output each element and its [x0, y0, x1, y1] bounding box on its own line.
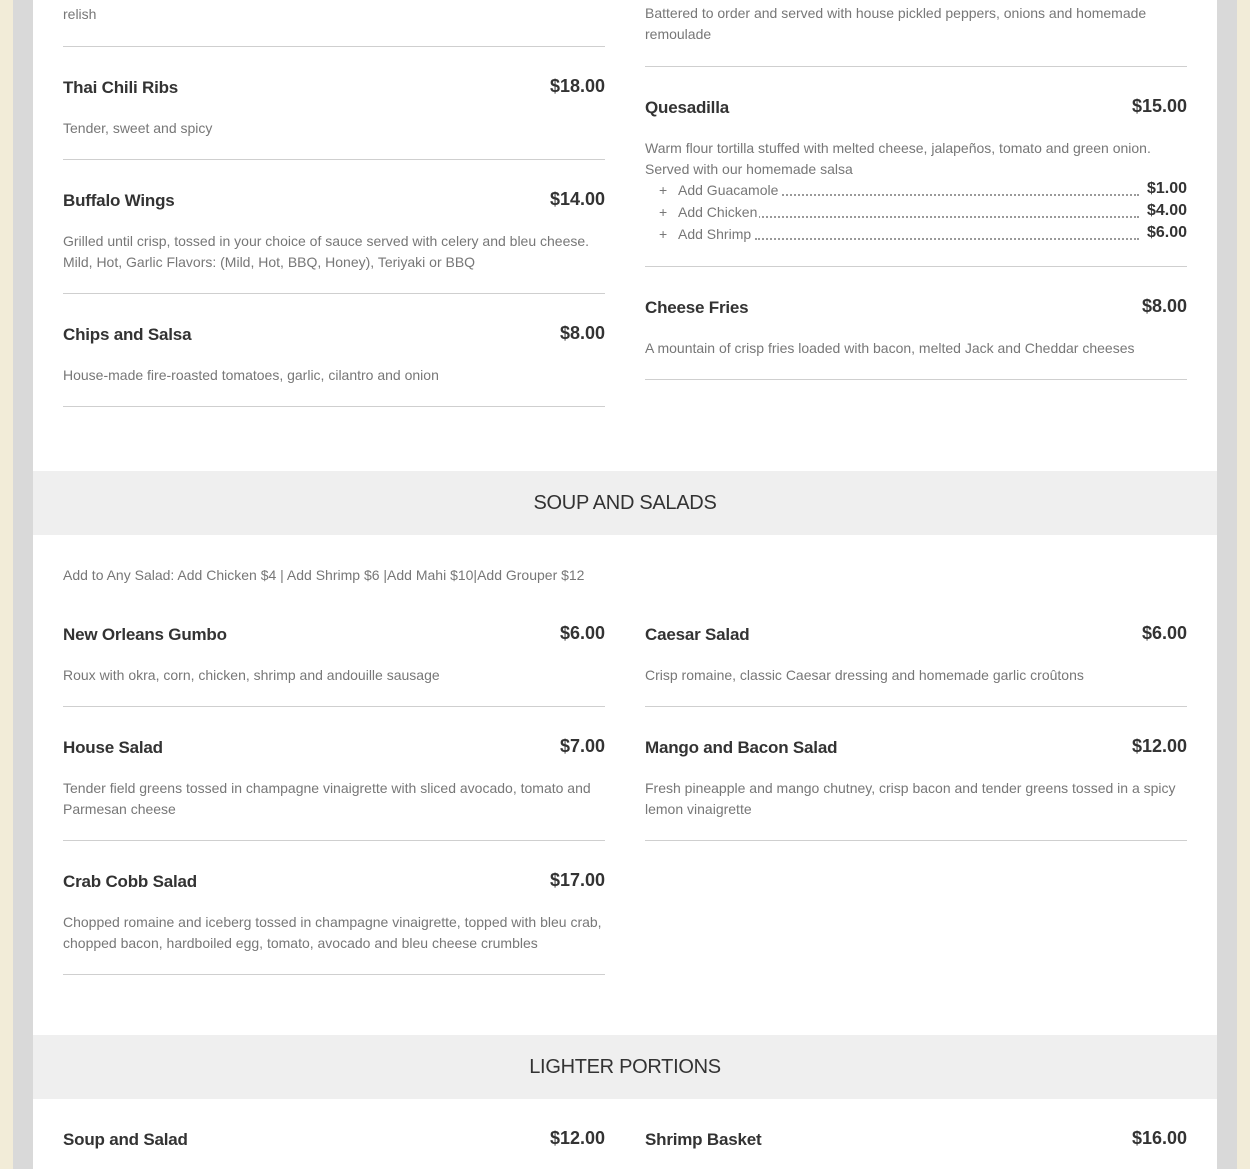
- menu-item-description: Crisp romaine, classic Caesar dressing and homemade garlic croûtons: [645, 667, 1084, 683]
- divider: [63, 706, 605, 707]
- menu-item-name: Soup and Salad: [63, 1130, 188, 1149]
- menu-item-name: Shrimp Basket: [645, 1130, 762, 1149]
- menu-item-price: $8.00: [1141, 296, 1187, 316]
- menu-item-price: $7.00: [559, 736, 605, 756]
- menu-item-description: Warm flour tortilla stuffed with melted cheese, jalapeños, tomato and green onion. Served with our homemade salsa: [645, 140, 1151, 177]
- plus-icon: +: [659, 204, 668, 220]
- plus-icon: +: [659, 182, 668, 198]
- menu-page: [33, 0, 1217, 1169]
- addon-label: Add Chicken: [678, 204, 758, 220]
- menu-item-description: relish: [63, 6, 97, 22]
- plus-icon: +: [659, 226, 668, 242]
- divider: [645, 840, 1187, 841]
- menu-item-name: Thai Chili Ribs: [63, 78, 179, 97]
- addon-price: $6.00: [1144, 224, 1187, 242]
- divider: [63, 293, 605, 294]
- menu-item-name: Buffalo Wings: [63, 191, 175, 210]
- menu-item-price: $15.00: [1131, 96, 1187, 116]
- menu-item-name: New Orleans Gumbo: [63, 625, 227, 644]
- menu-item-description: Fresh pineapple and mango chutney, crisp bacon and tender greens tossed in a spicy lemon vinaigrette: [645, 780, 1176, 817]
- menu-item-description: Roux with okra, corn, chicken, shrimp and andouille sausage: [63, 667, 440, 683]
- section-title: LIGHTER PORTIONS: [529, 1056, 721, 1078]
- menu-item-name: Crab Cobb Salad: [63, 872, 197, 891]
- menu-item-price: $14.00: [549, 189, 605, 209]
- divider: [63, 840, 605, 841]
- menu-item-name: Caesar Salad: [645, 625, 750, 644]
- menu-item: [63, 1130, 605, 1154]
- menu-item-price: $18.00: [549, 76, 605, 96]
- menu-item-description: Battered to order and served with house pickled peppers, onions and homemade remoulade: [645, 5, 1147, 42]
- addon-list: [645, 180, 1187, 246]
- menu-item-name: Mango and Bacon Salad: [645, 738, 838, 757]
- menu-item: [645, 625, 1187, 686]
- menu-item-description: House-made fire-roasted tomatoes, garlic, cilantro and onion: [63, 367, 439, 383]
- menu-item: [63, 78, 605, 139]
- addon-label: Add Guacamole: [678, 182, 779, 198]
- menu-item-price: $6.00: [1141, 623, 1187, 643]
- menu-item-name: Chips and Salsa: [63, 325, 192, 344]
- menu-item-name: Cheese Fries: [645, 298, 749, 317]
- menu-item: [63, 625, 605, 686]
- menu-item-description: Chopped romaine and iceberg tossed in champagne vinaigrette, topped with bleu crab, chopped bacon, hardboiled egg, tomato, avocado and bleu cheese crumbles: [63, 914, 602, 951]
- addon-price: $4.00: [1144, 202, 1187, 220]
- menu-item: [645, 738, 1187, 820]
- salad-addon-note: Add to Any Salad: Add Chicken $4 | Add Shrimp $6 |Add Mahi $10|Add Grouper $12: [63, 567, 585, 583]
- dot-leader: [755, 224, 1139, 240]
- menu-item: [63, 872, 605, 954]
- menu-item-price: $12.00: [1131, 736, 1187, 756]
- divider: [63, 159, 605, 160]
- divider: [645, 266, 1187, 267]
- menu-item: [63, 0, 605, 25]
- menu-item-price: $8.00: [559, 323, 605, 343]
- addon-row: [645, 224, 1187, 246]
- menu-item-price: $17.00: [549, 870, 605, 890]
- divider: [645, 379, 1187, 380]
- section-header-lighter-portions: [33, 1035, 1217, 1099]
- addon-row: [645, 180, 1187, 202]
- menu-item-description: A mountain of crisp fries loaded with bacon, melted Jack and Cheddar cheeses: [645, 340, 1135, 356]
- menu-item-name: Quesadilla: [645, 98, 729, 117]
- addon-row: [645, 202, 1187, 224]
- menu-item: [645, 1130, 1187, 1154]
- dot-leader: [755, 202, 1139, 218]
- section-header-soup-salads: [33, 471, 1217, 535]
- addon-price: $1.00: [1144, 180, 1187, 198]
- menu-item: [63, 191, 605, 273]
- menu-item: [63, 325, 605, 386]
- menu-item: [645, 298, 1187, 359]
- section-title: SOUP AND SALADS: [533, 492, 717, 514]
- divider: [63, 406, 605, 407]
- menu-item-description: Grilled until crisp, tossed in your choice of sauce served with celery and bleu cheese. Mild, Hot, Garlic Flavors: (Mild, Hot, BBQ, Honey), Teriyaki or BBQ: [63, 233, 590, 270]
- menu-item-price: $6.00: [559, 623, 605, 643]
- dot-leader: [755, 180, 1139, 196]
- menu-item: [645, 98, 1187, 246]
- menu-item-description: Tender field greens tossed in champagne vinaigrette with sliced avocado, tomato and Parmesan cheese: [63, 780, 591, 817]
- menu-item-description: Tender, sweet and spicy: [63, 120, 213, 136]
- divider: [63, 46, 605, 47]
- menu-item: [63, 738, 605, 820]
- menu-item-name: House Salad: [63, 738, 163, 757]
- menu-item-price: $16.00: [1131, 1128, 1187, 1148]
- menu-item-price: $12.00: [549, 1128, 605, 1148]
- divider: [63, 974, 605, 975]
- menu-item: [645, 0, 1187, 45]
- addon-label: Add Shrimp: [678, 226, 752, 242]
- divider: [645, 66, 1187, 67]
- divider: [645, 706, 1187, 707]
